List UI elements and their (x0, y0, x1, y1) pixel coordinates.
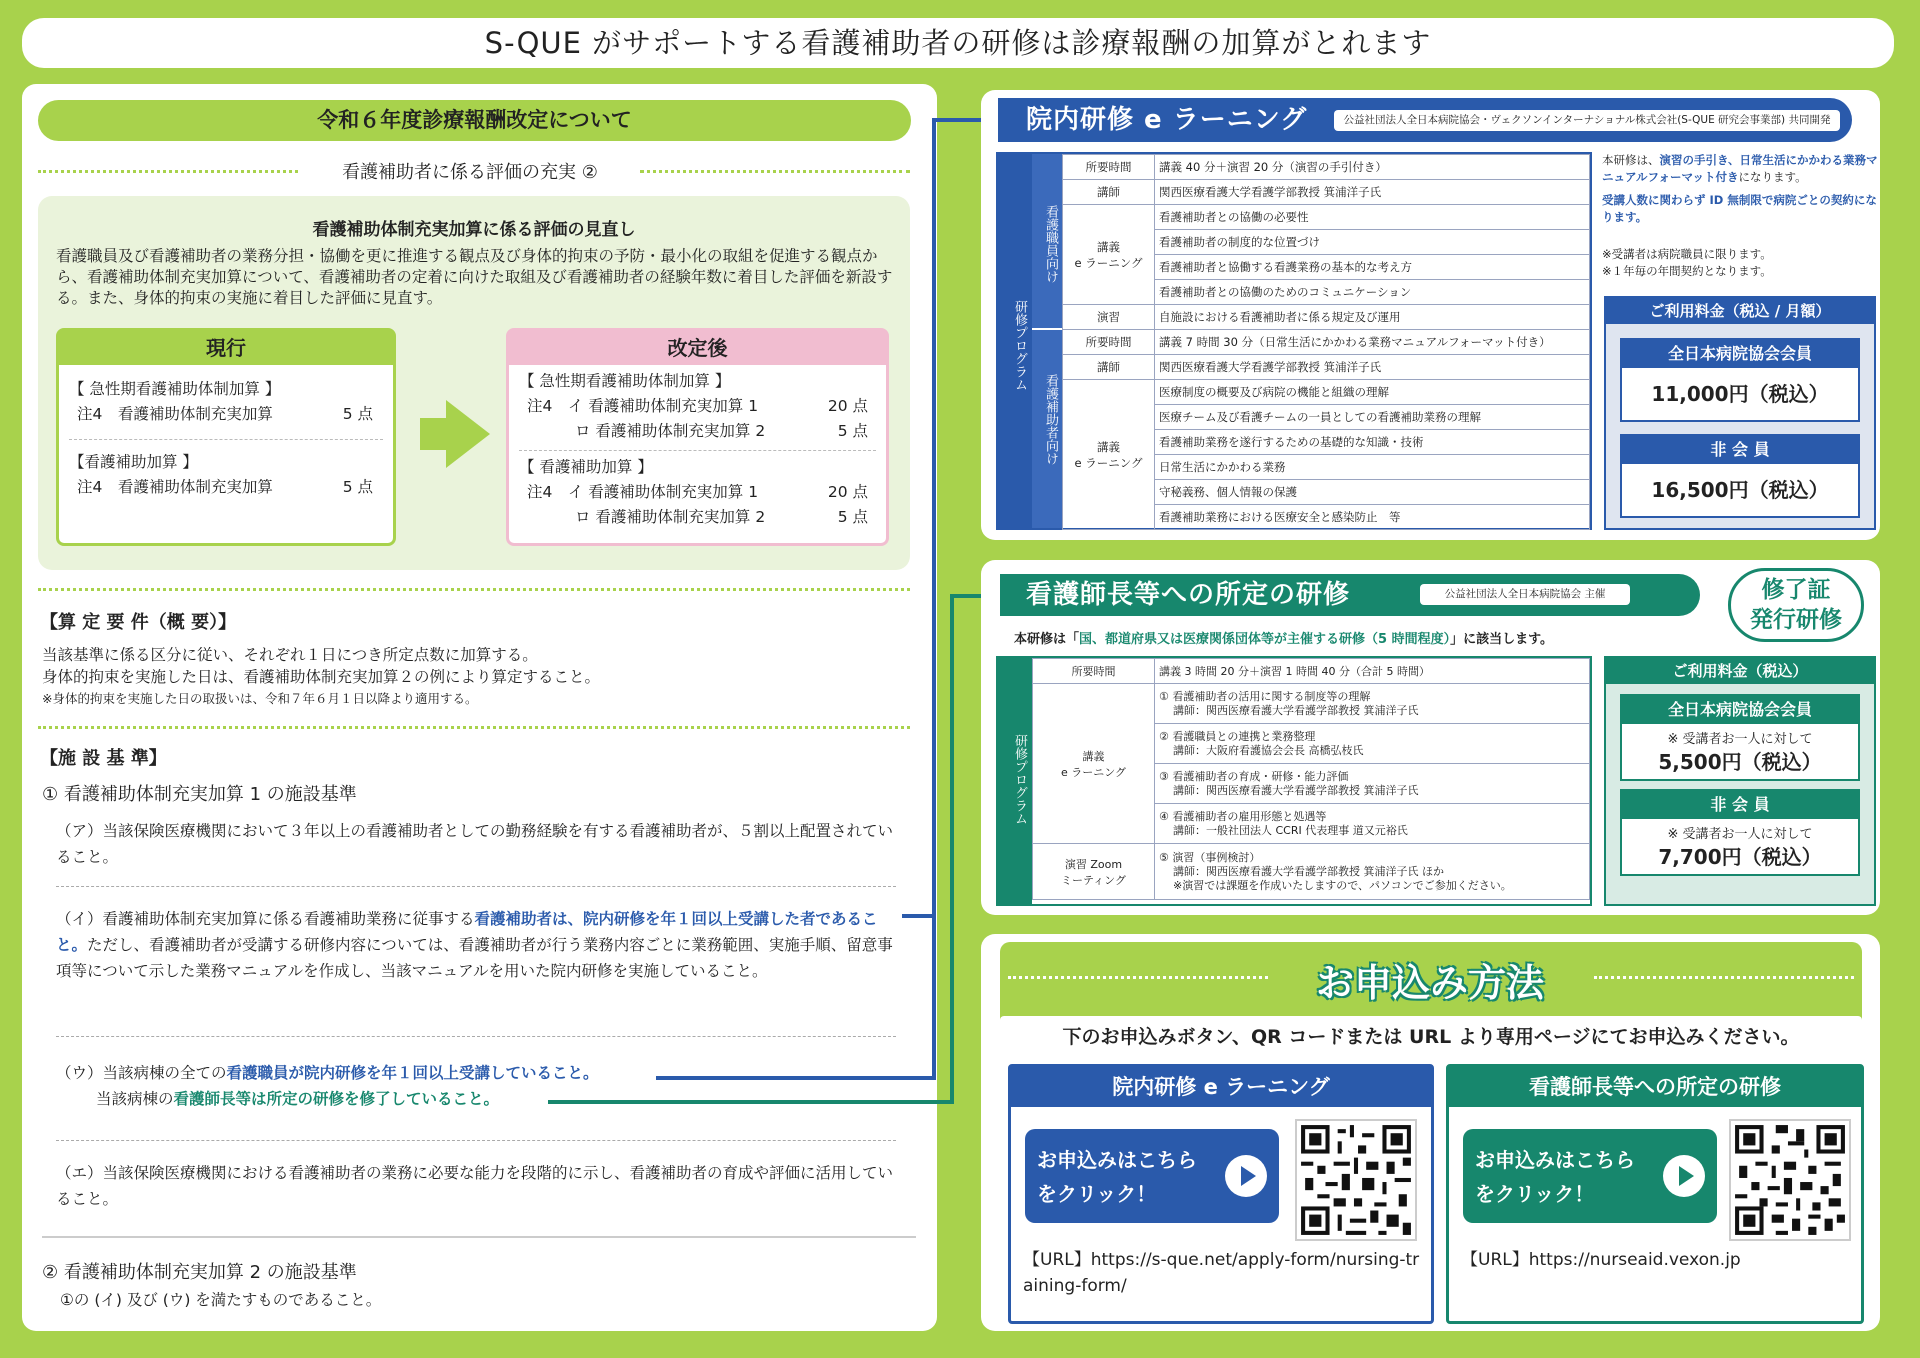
qr-code[interactable] (1729, 1119, 1851, 1241)
chief-fee-box (1604, 656, 1876, 906)
chief-program-label: 研修プログラム (1012, 733, 1027, 825)
apply-url-chief[interactable] (1461, 1247, 1857, 1273)
url-label: 【URL】 (1023, 1250, 1091, 1270)
apply-card-title: 看護師長等への所定の研修 (1449, 1067, 1861, 1107)
chief-tab (1000, 574, 1700, 616)
chief-table (1032, 658, 1590, 900)
nonmember-label: 非 会 員 (1622, 436, 1858, 464)
apply-card-elearning (1008, 1064, 1434, 1324)
elearning-fee-title: ご利用料金（税込 / 月額） (1606, 298, 1874, 324)
revised-group1: 【 急性期看護補助体制加算 】 (519, 372, 731, 390)
item-i-post: ただし、看護補助者が受講する研修内容については、看護補助者が行う業務内容ごとに業務範囲、実施手順、留意事項等について示した業務マニュアルを作成し、当該マニュアルを用いた院内研修を実施していること。 (56, 936, 893, 980)
item-u2-highlight: 看護師長等は所定の研修を修了していること。 (173, 1090, 500, 1108)
exercise-speaker: 講師：関西医療看護大学看護学部教授 箕浦洋子氏 ほか (1173, 864, 1444, 878)
facility-title: 【施 設 基 準】 (40, 748, 167, 769)
divider (38, 588, 910, 591)
divider (56, 886, 896, 887)
divider (640, 170, 910, 173)
play-icon (1225, 1155, 1267, 1197)
divider (1008, 976, 1268, 979)
facility-item-e: （エ）当該保険医療機関における看護補助者の業務に必要な能力を段階的に示し、看護補助者の育成や評価に活用していること。 (56, 1164, 894, 1208)
calc-body (42, 644, 902, 710)
revision-heading: 令和６年度診療報酬改定について (38, 100, 911, 141)
cell-value: 講義 3 時間 20 分＋演習 1 時間 40 分（合計 5 時間） (1155, 659, 1590, 684)
divider (38, 170, 298, 173)
chief-member-label: 全日本病院協会会員 (1622, 696, 1858, 724)
apply-title: お申込み方法 (1315, 961, 1544, 1005)
elearning-table (1062, 154, 1590, 530)
qr-code-image (1731, 1121, 1849, 1239)
intro-highlight: 国、都道府県又は医療関係団体等が主催する研修（5 時間程度） (1079, 632, 1451, 647)
cell-value (1155, 764, 1590, 804)
cell-label: 演習 Zoom ミーティング (1033, 844, 1155, 900)
subheading: 看護補助者に係る評価の充実 ② (342, 162, 598, 183)
apply-card-title: 院内研修 e ラーニング (1011, 1067, 1431, 1107)
cell-value: 看護補助者との協働のためのコミュニケーション (1155, 280, 1590, 305)
elearning-credit: 公益社団法人全日本病院協会・ヴェクソンインターナショナル株式会社(S-QUE 研究会事業部) 共同開発 (1334, 110, 1840, 131)
note3: ※受講者は病院職員に限ります。 (1602, 247, 1772, 261)
chief-fee-title: ご利用料金（税込） (1606, 658, 1874, 684)
intro-pre: 本研修は「 (1014, 632, 1080, 647)
connector-line (656, 1076, 936, 1080)
badge-line2: 発行研修 (1750, 607, 1842, 633)
cell-label: 講師 (1063, 355, 1155, 380)
chief-nonmember-label: 非 会 員 (1622, 791, 1858, 819)
apply-button-chief[interactable] (1463, 1129, 1717, 1223)
qr-code[interactable] (1295, 1119, 1417, 1241)
apply-button-elearning[interactable] (1025, 1129, 1279, 1223)
chief-member-price: 5,500円（税込） (1622, 747, 1858, 779)
aide-label: 看護補助者向け (1043, 373, 1058, 465)
chief-nonmember-price: 7,700円（税込） (1622, 842, 1858, 874)
note1-highlight: 演習の手引き、日常生活にかかわる業務マニュアルフォーマット付き (1602, 153, 1878, 184)
lecture-title: ③ 看護補助者の育成・研修・能力評価 (1159, 769, 1349, 783)
facility-sub2: ② 看護補助体制充実加算 2 の施設基準 (42, 1262, 357, 1283)
button-line2: をクリック！ (1037, 1182, 1157, 1206)
cell-label: 演習 (1063, 305, 1155, 330)
item-u-highlight: 看護職員が院内研修を年１回以上受講していること。 (226, 1064, 599, 1082)
cell-value: 講義 40 分＋演習 20 分（演習の手引付き） (1155, 155, 1590, 180)
divider (42, 1236, 916, 1238)
cell-label: 講義 e ラーニング (1033, 684, 1155, 844)
exercise-note: ※演習では課題を作成いたしますので、パソコンでご参加ください。 (1173, 878, 1512, 892)
cell-value: 医療チーム及び看護チームの一員としての看護補助業務の理解 (1155, 405, 1590, 430)
program-label: 研修プログラム (1012, 299, 1027, 391)
url-text[interactable]: https://nurseaid.vexon.jp (1528, 1250, 1741, 1270)
lecture-title: ② 看護職員との連携と業務整理 (1159, 729, 1316, 743)
facility-item-i (56, 906, 896, 984)
lecture-speaker: 講師：関西医療看護大学看護学部教授 箕浦洋子氏 (1173, 783, 1419, 797)
member-price: 11,000円（税込） (1622, 368, 1858, 420)
lecture-speaker: 講師：関西医療看護大学看護学部教授 箕浦洋子氏 (1173, 703, 1419, 717)
revised-r1a: 注4 イ 看護補助体制充実加算 1 (527, 397, 759, 415)
revised-r2b-points: 5 点 (837, 508, 868, 526)
apply-intro: 下のお申込みボタン、QR コードまたは URL より専用ページにてお申込みください。 (1062, 1026, 1800, 1048)
revised-header: 改定後 (509, 331, 886, 365)
current-row1-points: 5 点 (342, 405, 373, 423)
cell-value: 看護補助者と協働する看護業務の基本的な考え方 (1155, 255, 1590, 280)
elearning-table-box (996, 152, 1592, 530)
revised-r2a: 注4 イ 看護補助体制充実加算 1 (527, 483, 759, 501)
elearning-fee-box (1604, 296, 1876, 530)
connector-line (902, 914, 936, 918)
lecture-speaker: 講師：大阪府看護協会会長 高橋弘枝氏 (1173, 743, 1364, 757)
chief-title: 看護師長等への所定の研修 (1026, 580, 1351, 610)
cell-value: 守秘義務、個人情報の保護 (1155, 480, 1590, 505)
note2: 受講人数に関わらず ID 無制限で病院ごとの契約になります。 (1602, 193, 1877, 224)
revised-r2b: ロ 看護補助体制充実加算 2 (575, 508, 766, 526)
cell-value (1155, 724, 1590, 764)
connector-line (548, 1100, 954, 1104)
calc-line1: 当該基準に係る区分に従い、それぞれ１日につき所定点数に加算する。 (42, 646, 538, 664)
cell-value (1155, 804, 1590, 844)
calc-note: ※身体的拘束を実施した日の取扱いは、令和７年６月１日以降より適用する。 (42, 691, 478, 706)
page-banner: S-QUE がサポートする看護補助者の研修は診療報酬の加算がとれます (22, 18, 1894, 68)
button-line1: お申込みはこちら (1037, 1148, 1197, 1172)
cell-value: 看護補助者の制度的な位置づけ (1155, 230, 1590, 255)
current-row2-points: 5 点 (342, 478, 373, 496)
note1-post: になります。 (1738, 170, 1807, 184)
calc-title: 【算 定 要 件（概 要）】 (40, 612, 237, 633)
certificate-badge (1728, 568, 1864, 642)
per-person-note: ※ 受講者お一人に対して (1622, 724, 1858, 747)
apply-url-elearning[interactable] (1023, 1247, 1423, 1299)
cell-value: 関西医療看護大学看護学部教授 箕浦洋子氏 (1155, 180, 1590, 205)
cell-value: 看護補助業務を遂行するための基礎的な知識・技術 (1155, 430, 1590, 455)
exercise-title: ⑤ 演習（事例検討） (1159, 850, 1261, 864)
lecture-speaker: 講師：一般社団法人 CCRI 代表理事 道又元裕氏 (1173, 823, 1408, 837)
button-line1: お申込みはこちら (1475, 1148, 1635, 1172)
cell-label: 所要時間 (1033, 659, 1155, 684)
chief-table-box (996, 656, 1592, 906)
item-u-pre: （ウ）当該病棟の全ての (56, 1064, 227, 1082)
cell-label: 所要時間 (1063, 330, 1155, 355)
cell-value: 講義 7 時間 30 分（日常生活にかかわる業務マニュアルフォーマット付き） (1155, 330, 1590, 355)
item-i-highlight: 看護補助者は、院内研修を年１回以上受講した者であること。 (56, 910, 878, 954)
current-group1: 【 急性期看護補助体制加算 】 (69, 380, 281, 398)
cell-value: 看護補助業務における医療安全と感染防止 等 (1155, 505, 1590, 530)
facility-item-u2 (96, 1086, 896, 1112)
cell-value: 看護補助者との協働の必要性 (1155, 205, 1590, 230)
nurse-label: 看護職員向け (1043, 205, 1058, 283)
cell-label: 講義 e ラーニング (1063, 380, 1155, 530)
divider (1594, 976, 1854, 979)
revised-group2: 【 看護補助加算 】 (519, 458, 653, 476)
facility-item-a: （ア）当該保険医療機関において３年以上の看護補助者としての勤務経験を有する看護補助者が、５割以上配置されていること。 (56, 822, 894, 866)
connector-line (950, 594, 954, 1104)
revised-r1b-points: 5 点 (837, 422, 868, 440)
arrow-right-icon (420, 418, 446, 450)
facility-sub2-body: ①の (イ) 及び (ウ) を満たすものであること。 (60, 1291, 382, 1309)
current-header: 現行 (59, 331, 393, 365)
cell-value: 日常生活にかかわる業務 (1155, 455, 1590, 480)
member-label: 全日本病院協会会員 (1622, 340, 1858, 368)
current-box (56, 328, 396, 546)
current-row2-label: 注4 看護補助体制充実加算 (77, 478, 273, 496)
divider (56, 1036, 896, 1037)
qr-code-image (1297, 1121, 1415, 1239)
button-line2: をクリック！ (1475, 1182, 1595, 1206)
current-row1-label: 注4 看護補助体制充実加算 (77, 405, 273, 423)
lecture-title: ④ 看護補助者の雇用形態と処遇等 (1159, 809, 1327, 823)
calc-line2: 身体的拘束を実施した日は、看護補助体制充実加算２の例により算定すること。 (42, 668, 601, 686)
revised-box (506, 328, 889, 546)
revised-r1a-points: 20 点 (827, 397, 868, 415)
divider (38, 726, 910, 729)
lecture-title: ① 看護補助者の活用に関する制度等の理解 (1159, 689, 1371, 703)
current-group2: 【看護補助加算 】 (69, 453, 198, 471)
review-title: 看護補助体制充実加算に係る評価の見直し (312, 220, 636, 240)
note1-pre: 本研修は、 (1602, 153, 1660, 167)
url-text[interactable]: https://s-que.net/apply-form/nursing-training-form/ (1023, 1250, 1420, 1296)
item-u2-pre: 当該病棟の (96, 1090, 174, 1108)
note4: ※１年毎の年間契約となります。 (1602, 264, 1772, 278)
item-i-pre: （イ）看護補助体制充実加算に係る看護補助業務に従事する (56, 910, 475, 928)
intro-post: 」に該当します。 (1450, 632, 1554, 647)
connector-line (932, 118, 936, 1080)
cell-label: 講義 e ラーニング (1063, 205, 1155, 305)
cell-label: 講師 (1063, 180, 1155, 205)
cell-value (1155, 844, 1590, 900)
divider (56, 1140, 896, 1141)
play-icon (1663, 1155, 1705, 1197)
elearning-tab (998, 98, 1852, 142)
facility-item-u (56, 1060, 896, 1086)
cell-value (1155, 684, 1590, 724)
elearning-title: 院内研修 e ラーニング (1026, 105, 1308, 135)
arrow-right-icon (446, 400, 490, 468)
url-label: 【URL】 (1461, 1250, 1529, 1270)
badge-line1: 修了証 (1761, 577, 1831, 603)
revised-r1b: ロ 看護補助体制充実加算 2 (575, 422, 766, 440)
apply-card-chief (1446, 1064, 1864, 1324)
cell-value: 関西医療看護大学看護学部教授 箕浦洋子氏 (1155, 355, 1590, 380)
chief-intro (1014, 628, 1553, 647)
revised-r2a-points: 20 点 (827, 483, 868, 501)
chief-credit: 公益社団法人全日本病院協会 主催 (1420, 584, 1630, 605)
cell-label: 所要時間 (1063, 155, 1155, 180)
cell-value: 自施設における看護補助者に係る規定及び運用 (1155, 305, 1590, 330)
per-person-note: ※ 受講者お一人に対して (1622, 819, 1858, 842)
elearning-notes (1602, 152, 1880, 280)
cell-value: 医療制度の概要及び病院の機能と組織の理解 (1155, 380, 1590, 405)
nonmember-price: 16,500円（税込） (1622, 464, 1858, 516)
facility-sub1: ① 看護補助体制充実加算 1 の施設基準 (42, 784, 357, 805)
review-body: 看護職員及び看護補助者の業務分担・協働を更に推進する観点及び身体的拘束の予防・最小化の取組を促進する観点から、看護補助体制充実加算について、看護補助者の定着に向けた取組及び看護補助者の経験年数に着目した評価を新設する。また、身体的拘束の実施に着目した評価に見直す。 (56, 247, 893, 307)
